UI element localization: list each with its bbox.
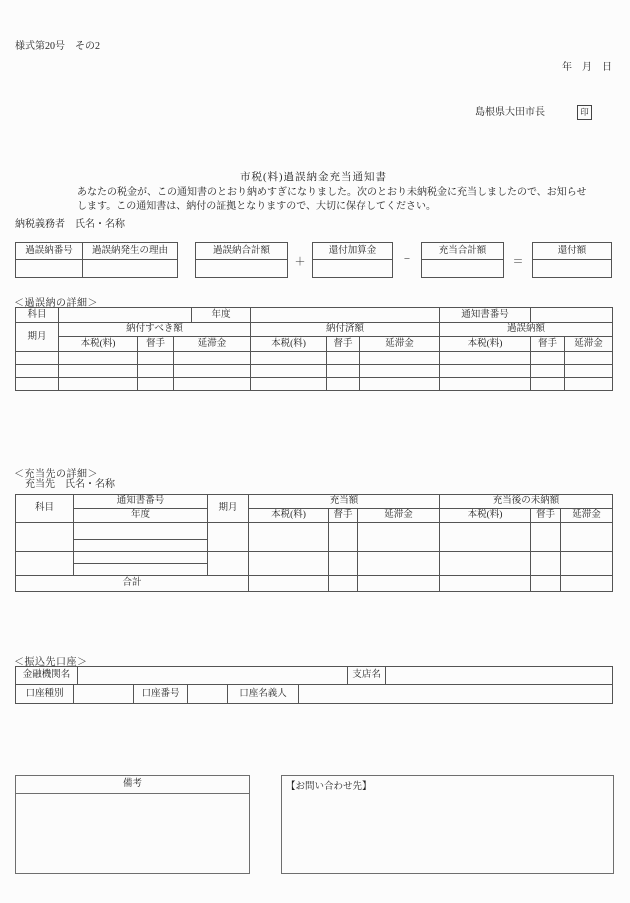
notice-number-label: 通知書番号 (74, 495, 208, 509)
bank-account-table (15, 666, 613, 704)
account-type-field (74, 685, 134, 704)
official-seal-icon: 印 (577, 105, 592, 120)
principal-tax-label: 本税(料) (249, 509, 329, 523)
account-type-label: 口座種別 (16, 685, 74, 704)
cell (74, 552, 208, 564)
table-row (16, 523, 613, 540)
cell (174, 365, 251, 378)
contact-label: 【お問い合わせ先】 (286, 782, 372, 792)
intro-line-2: します。この通知書は、納付の証拠となりますので、大切に保存してください。 (77, 201, 436, 212)
subject-label: 科目 (16, 308, 59, 323)
allocation-detail-section-title: ＜充当先の詳細＞ (14, 469, 98, 480)
cell (561, 523, 613, 552)
refund-amount-box (532, 242, 612, 278)
cell (249, 576, 329, 592)
principal-tax-label: 本税(料) (440, 509, 531, 523)
overpayment-detail-table (15, 307, 613, 391)
group-paid-label: 納付済額 (251, 323, 440, 337)
demand-fee-label: 督手 (327, 337, 360, 352)
period-label: 期月 (16, 323, 59, 352)
institution-label: 金融機関名 (16, 667, 78, 685)
overpayment-detail-section-title: ＜過誤納の詳細＞ (14, 298, 98, 309)
cell (74, 540, 208, 552)
cell (251, 365, 327, 378)
late-charge-label: 延滞金 (358, 509, 440, 523)
cell (565, 352, 613, 365)
table-row (16, 365, 613, 378)
cell (531, 365, 565, 378)
group-unpaid-after-label: 充当後の未納額 (440, 495, 613, 509)
subject-label: 科目 (16, 495, 74, 523)
table-row (16, 552, 613, 564)
cell (59, 365, 138, 378)
notice-number-label: 通知書番号 (440, 308, 531, 323)
fiscal-year-label: 年度 (192, 308, 251, 323)
principal-tax-label: 本税(料) (59, 337, 138, 352)
fiscal-year-label: 年度 (74, 509, 208, 523)
subject-field (59, 308, 192, 323)
cell (440, 576, 531, 592)
remarks-box (15, 775, 250, 874)
plus-operator: ＋ (294, 256, 306, 268)
cell (565, 378, 613, 391)
overpayment-reason-label: 過誤納発生の理由 (83, 243, 178, 260)
cell (561, 576, 613, 592)
summary-total-box (195, 242, 288, 278)
cell (531, 378, 565, 391)
allocation-recipient-label: 充当先 氏名・名称 (25, 479, 115, 490)
cell (59, 378, 138, 391)
cell (531, 552, 561, 576)
cell (138, 378, 174, 391)
overpayment-number-field (16, 260, 83, 278)
principal-tax-label: 本税(料) (251, 337, 327, 352)
cell (74, 564, 208, 576)
cell (327, 365, 360, 378)
cell (440, 378, 531, 391)
cell (16, 523, 74, 552)
late-charge-label: 延滞金 (561, 509, 613, 523)
cell (138, 352, 174, 365)
group-overpaid-label: 過誤納額 (440, 323, 613, 337)
cell (16, 378, 59, 391)
allocation-total-label: 充当合計額 (422, 243, 504, 260)
cell (208, 552, 249, 576)
cell (174, 378, 251, 391)
cell (440, 552, 531, 576)
overpayment-total-label: 過誤納合計額 (196, 243, 288, 260)
cell (16, 552, 74, 576)
cell (327, 378, 360, 391)
total-row (16, 576, 613, 592)
cell (531, 576, 561, 592)
principal-tax-label: 本税(料) (440, 337, 531, 352)
remarks-field (16, 794, 249, 872)
cell (59, 352, 138, 365)
institution-field (78, 667, 348, 685)
cell (16, 352, 59, 365)
demand-fee-label: 督手 (138, 337, 174, 352)
cell (565, 365, 613, 378)
cell (531, 523, 561, 552)
fiscal-year-field (251, 308, 440, 323)
cell (251, 378, 327, 391)
cell (561, 552, 613, 576)
cell (329, 576, 358, 592)
cell (174, 352, 251, 365)
cell (440, 352, 531, 365)
cell (249, 523, 329, 552)
form-number: 様式第20号 その2 (15, 41, 100, 52)
contact-box (281, 775, 614, 874)
cell (138, 365, 174, 378)
remarks-label: 備考 (16, 776, 249, 794)
page-title: 市税(料)過誤納金充当通知書 (240, 172, 387, 183)
account-number-label: 口座番号 (134, 685, 188, 704)
bank-account-section-title: ＜振込先口座＞ (14, 657, 88, 668)
allocation-total-field (422, 260, 504, 278)
taxpayer-name-label: 納税義務者 氏名・名称 (15, 219, 125, 230)
branch-label: 支店名 (348, 667, 386, 685)
cell (440, 365, 531, 378)
late-charge-label: 延滞金 (174, 337, 251, 352)
group-allocated-label: 充当額 (249, 495, 440, 509)
account-holder-label: 口座名義人 (228, 685, 299, 704)
refund-addition-label: 還付加算金 (313, 243, 393, 260)
cell (329, 552, 358, 576)
late-charge-label: 延滞金 (360, 337, 440, 352)
cell (74, 523, 208, 540)
demand-fee-label: 督手 (329, 509, 358, 523)
cell (358, 552, 440, 576)
summary-number-box (15, 242, 178, 278)
table-row (16, 378, 613, 391)
table-row (16, 352, 613, 365)
allocation-detail-table (15, 494, 613, 592)
overpayment-number-label: 過誤納番号 (16, 243, 83, 260)
cell (440, 523, 531, 552)
cell (327, 352, 360, 365)
demand-fee-label: 督手 (531, 337, 565, 352)
cell (531, 352, 565, 365)
account-number-field (188, 685, 228, 704)
period-label: 期月 (208, 495, 249, 523)
intro-line-1: あなたの税金が、この通知書のとおり納めすぎになりました。次のとおり未納税金に充当しましたので、お知らせ (77, 187, 587, 198)
equals-operator: ＝ (512, 256, 524, 268)
minus-operator: − (403, 253, 411, 265)
account-holder-field (299, 685, 613, 704)
cell (358, 523, 440, 552)
total-label: 合計 (16, 576, 249, 592)
refund-amount-label: 還付額 (533, 243, 612, 260)
late-charge-label: 延滞金 (565, 337, 613, 352)
refund-addition-box (312, 242, 393, 278)
cell (360, 352, 440, 365)
cell (360, 378, 440, 391)
mayor-title: 島根県大田市長 (475, 107, 545, 118)
allocation-total-box (421, 242, 504, 278)
date-line: 年 月 日 (562, 62, 612, 73)
demand-fee-label: 督手 (531, 509, 561, 523)
overpayment-reason-field (83, 260, 178, 278)
cell (360, 365, 440, 378)
cell (251, 352, 327, 365)
group-payable-label: 納付すべき額 (59, 323, 251, 337)
cell (208, 523, 249, 552)
refund-amount-field (533, 260, 612, 278)
cell (249, 552, 329, 576)
cell (358, 576, 440, 592)
branch-field (386, 667, 613, 685)
refund-addition-field (313, 260, 393, 278)
overpayment-total-field (196, 260, 288, 278)
notice-number-field (531, 308, 613, 323)
cell (329, 523, 358, 552)
cell (16, 365, 59, 378)
